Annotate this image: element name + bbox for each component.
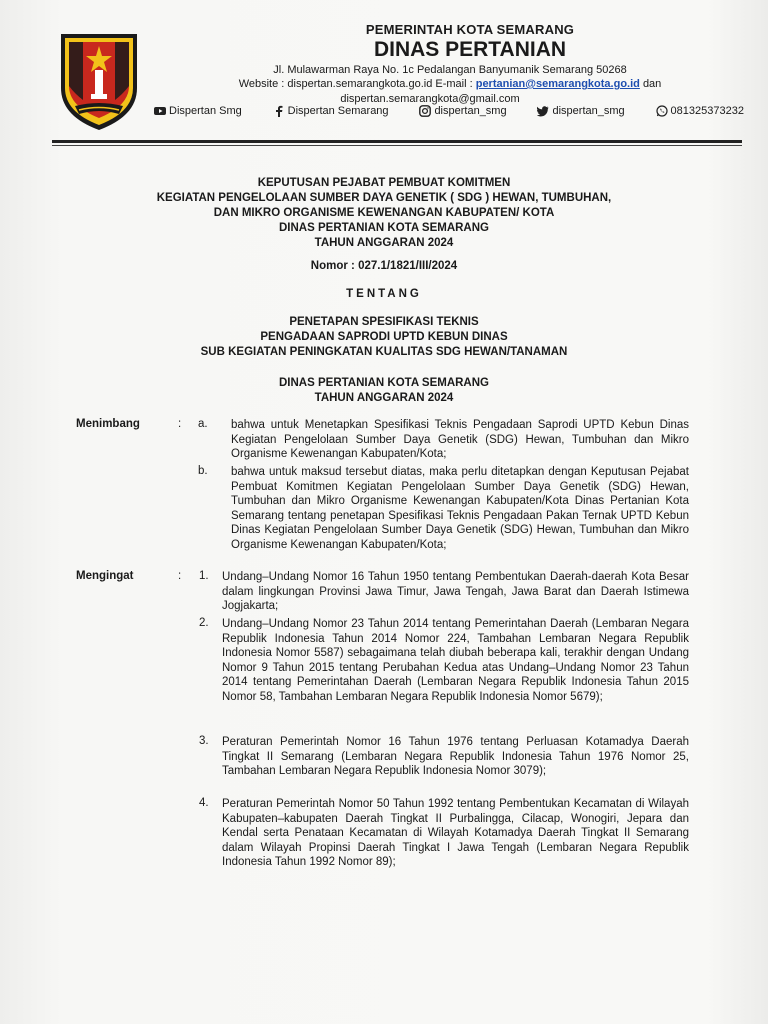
considering-label: Menimbang (76, 418, 140, 430)
government-name: PEMERINTAH KOTA SEMARANG (365, 22, 575, 37)
facebook-icon (273, 105, 285, 117)
instagram-icon (419, 105, 431, 117)
decree-subject-line: SUB KEGIATAN PENINGKATAN KUALITAS SDG HEWAN/TANAMAN (200, 346, 568, 358)
social-label: Dispertan Semarang (287, 105, 389, 117)
considering-colon: : (178, 418, 182, 430)
office-address: Jl. Mulawarman Raya No. 1c Pedalangan Banyumanik Semarang 50268 (273, 64, 627, 76)
recalling-marker: 3. (199, 735, 209, 747)
recalling-colon: : (178, 570, 182, 582)
decree-subject (0, 315, 768, 360)
considering-item: bahwa untuk Menetapkan Spesifikasi Teknis Pengadaan Saprodi UPTD Kebun Dinas Kegiatan Pengelolaan Sumber Daya Genetik (SDG) Hewan, Tumbuhan dan Mikro Organisme Kewenangan Kabupaten/Kota; (231, 419, 689, 460)
recalling-marker: 4. (199, 797, 209, 809)
social-label: Dispertan Smg (169, 105, 242, 117)
letterhead (150, 22, 750, 106)
decree-number: Nomor : 027.1/1821/III/2024 (310, 260, 458, 272)
decree-subject-line: PENGADAAN SAPRODI UPTD KEBUN DINAS (260, 331, 508, 343)
social-whatsapp (656, 105, 744, 117)
social-label: 081325373232 (670, 105, 744, 117)
recalling-marker: 1. (199, 570, 209, 582)
city-coat-of-arms-logo (57, 30, 141, 132)
recalling-item: Peraturan Pemerintah Nomor 16 Tahun 1976 tentang Perluasan Kotamadya Daerah Tingkat II Semarang (Lembaran Negara Republik Indonesia Tahun 1976 Nomor 25, Tambahan Lembaran Negara Republik Indonesia Nomor 3079); (222, 736, 689, 777)
considering-marker: a. (198, 418, 208, 430)
recalling-item: Peraturan Pemerintah Nomor 50 Tahun 1992 tentang Pembentukan Kecamatan di Wilayah Kabupaten–kabupaten Daerah Tingkat II Purbalingga, Cilacap, Wonogiri, Jepara dan Kendal serta Penataan Kecamatan di Wilayah Kotamadya Daerah Tingkat II Semarang dalam Wilayah Propinsi Daerah Tingkat I Jawa Tengah (Lembaran Negara Republik Indonesia Tahun 1992 Nomor 89); (222, 798, 689, 868)
social-media-bar (154, 105, 744, 117)
decree-title-line: KEPUTUSAN PEJABAT PEMBUAT KOMITMEN (257, 177, 511, 189)
letterhead-divider-thin (52, 145, 742, 146)
social-youtube (154, 105, 242, 117)
decree-title-line: TAHUN ANGGARAN 2024 (314, 237, 454, 249)
social-facebook (273, 105, 389, 117)
decree-about-heading: TENTANG (346, 288, 422, 300)
secondary-email: dispertan.semarangkota@gmail.com (340, 93, 520, 105)
youtube-icon (154, 105, 166, 117)
decree-issuer-line: DINAS PERTANIAN KOTA SEMARANG (279, 377, 489, 389)
contact-line (150, 77, 750, 92)
email-link[interactable]: pertanian@semarangkota.go.id (475, 78, 640, 90)
website-label: Website : dispertan.semarangkota.go.id E-mail : (238, 78, 473, 90)
social-label: dispertan_smg (552, 105, 625, 117)
social-label: dispertan_smg (434, 105, 507, 117)
recalling-label: Mengingat (76, 570, 134, 582)
social-instagram (419, 105, 506, 117)
decree-issuer-line: TAHUN ANGGARAN 2024 (314, 392, 454, 404)
decree-title-line: KEGIATAN PENGELOLAAN SUMBER DAYA GENETIK ( SDG ) HEWAN, TUMBUHAN, (156, 192, 612, 204)
decree-subject-line: PENETAPAN SPESIFIKASI TEKNIS (289, 316, 479, 328)
decree-title-line: DAN MIKRO ORGANISME KEWENANGAN KABUPATEN/ KOTA (213, 207, 555, 219)
considering-marker: b. (198, 465, 208, 477)
decree-issuer (0, 376, 768, 406)
recalling-item: Undang–Undang Nomor 16 Tahun 1950 tentang Pembentukan Daerah-daerah Kota Besar dalam lingkungan Provinsi Jawa Timur, Jawa Tengah, Jawa Barat dan Daerah Istimewa Jogjakarta; (222, 571, 689, 612)
recalling-marker: 2. (199, 617, 209, 629)
twitter-icon (537, 105, 549, 117)
letterhead-divider-thick (52, 140, 742, 143)
decree-title-line: DINAS PERTANIAN KOTA SEMARANG (279, 222, 489, 234)
considering-item: bahwa untuk maksud tersebut diatas, maka perlu ditetapkan dengan Keputusan Pejabat Pembuat Komitmen Kegiatan Pengelolaan Sumber Daya Genetik (SDG) Hewan, Tumbuhan dan Mikro Organisme Kewenangan Kabupaten/Kota Dinas Pertanian Kota Semarang tentang penetapan Spesifikasi Teknis Pengadaan Pakan Ternak UPTD Kebun Dinas Kegiatan Pengelolaan Sumber Daya Genetik (SDG) Hewan, Tumbuhan dan Mikro Organisme Kewenangan Kabupaten/Kota; (231, 466, 689, 551)
recalling-item: Undang–Undang Nomor 23 Tahun 2014 tentang Pemerintahan Daerah (Lembaran Negara Republik Indonesia Tahun 2014 Nomor 224, Tambahan Lembaran Negara Republik Indonesia Nomor 5587) sebagaimana telah diubah beberapa kali, terakhir dengan Undang Nomor 9 Tahun 2015 tentang Perubahan Kedua atas Undang–Undang Nomor 23 Tahun 2014 tentang Pemerintahan Daerah (Lembaran Negara Republik Indonesia Tahun 2015 Nomor 58, Tambahan Lembaran Negara Republik Indonesia Nomor 5679); (222, 618, 689, 703)
decree-title (0, 176, 768, 251)
email-conjunction: dan (642, 78, 662, 90)
social-twitter (537, 105, 624, 117)
department-name: DINAS PERTANIAN (373, 38, 567, 61)
whatsapp-icon (656, 105, 668, 117)
